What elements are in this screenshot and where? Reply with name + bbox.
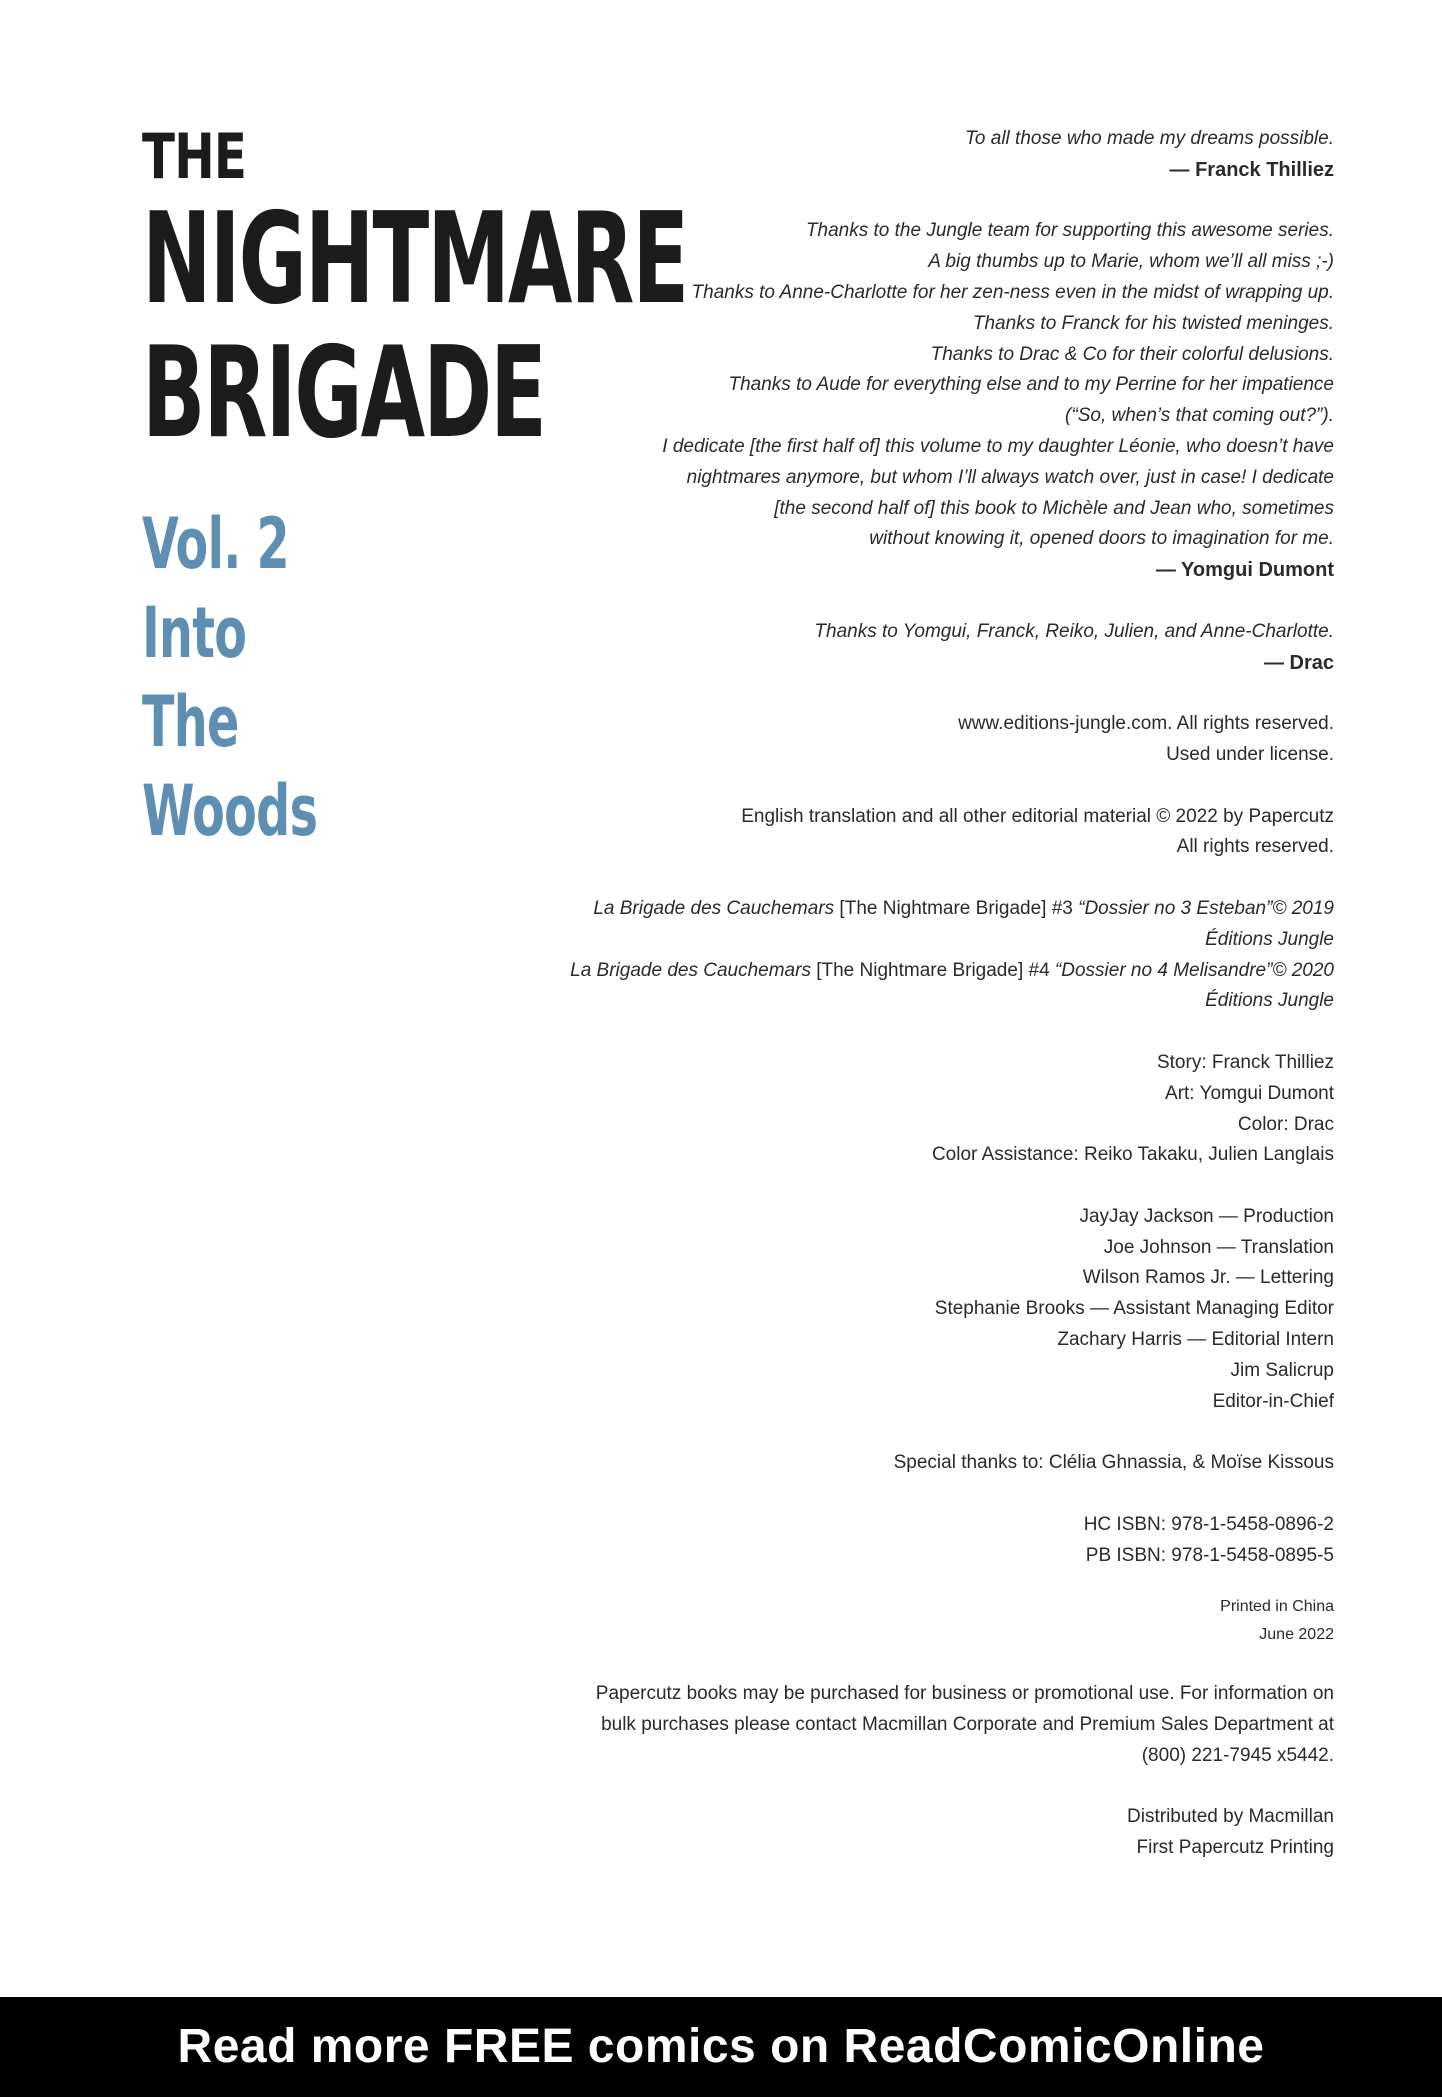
edition-title: La Brigade des Cauchemars (570, 959, 811, 981)
dedication-yomgui-line: (“So, when’s that coming out?”). (1065, 405, 1334, 427)
credits-column (474, 124, 1334, 1864)
isbn-pb: PB ISBN: 978-1-5458-0895-5 (1085, 1544, 1334, 1566)
edition-publisher: Éditions Jungle (1205, 928, 1334, 950)
rights-line: English translation and all other editorial material © 2022 by Papercutz (741, 805, 1334, 827)
signature-franck: — Franck Thilliez (1169, 158, 1334, 181)
dedication-yomgui-line: Thanks to Aude for everything else and to my Perrine for her impatience (728, 374, 1334, 396)
edition-translation: [The Nightmare Brigade] #3 (834, 897, 1079, 919)
print-date: June 2022 (1259, 1625, 1334, 1643)
volume-title (142, 500, 400, 856)
original-edition-3 (474, 894, 1334, 925)
dedication-yomgui-line: Thanks to Anne-Charlotte for her zen-ness even in the midst of wrapping up. (691, 281, 1334, 303)
distribution-line: Distributed by Macmillan (1127, 1806, 1334, 1828)
dedication-yomgui-line: A big thumbs up to Marie, whom we’ll all miss ;-) (928, 251, 1334, 273)
volume-word-into: Into (142, 592, 247, 674)
edition-dossier: “Dossier no 3 Esteban”© 2019 (1078, 897, 1334, 919)
edition-dossier: “Dossier no 4 Melisandre”© 2020 (1054, 959, 1334, 981)
rights-line: www.editions-jungle.com. All rights reserved. (958, 713, 1334, 735)
staff-credit: Joe Johnson — Translation (1103, 1236, 1334, 1258)
staff-credit: JayJay Jackson — Production (1079, 1205, 1334, 1227)
creator-credit: Story: Franck Thilliez (1156, 1051, 1334, 1073)
printed-in: Printed in China (1220, 1598, 1334, 1616)
staff-credit: Zachary Harris — Editorial Intern (1057, 1329, 1334, 1351)
sales-info-line: (800) 221-7945 x5442. (1141, 1744, 1334, 1766)
rights-line: Used under license. (1166, 743, 1334, 765)
dedication-yomgui-line: Thanks to the Jungle team for supporting this awesome series. (805, 220, 1334, 242)
dedication-yomgui-line: Thanks to Drac & Co for their colorful delusions. (930, 343, 1334, 365)
signature-drac: — Drac (1263, 651, 1334, 674)
volume-word-woods: Woods (142, 770, 318, 852)
creator-credit: Art: Yomgui Dumont (1165, 1082, 1334, 1104)
creator-credit: Color: Drac (1237, 1113, 1334, 1135)
footer-banner[interactable] (0, 1997, 1442, 2097)
isbn-hc: HC ISBN: 978-1-5458-0896-2 (1083, 1513, 1334, 1535)
edition-title: La Brigade des Cauchemars (593, 897, 835, 919)
sales-info-line: bulk purchases please contact Macmillan Corporate and Premium Sales Department at (601, 1714, 1334, 1736)
dedication-yomgui-line: Thanks to Franck for his twisted meninges. (972, 312, 1334, 334)
footer-banner-text[interactable]: Read more FREE comics on ReadComicOnline (177, 2020, 1265, 2073)
sales-info-line: Papercutz books may be purchased for business or promotional use. For information on (595, 1683, 1334, 1705)
title-line-nightmare: NIGHTMARE (142, 185, 688, 332)
volume-number: Vol. 2 (142, 503, 289, 585)
title-line-the: THE (142, 120, 247, 193)
original-edition-4 (474, 956, 1334, 987)
signature-yomgui: — Yomgui Dumont (1155, 559, 1334, 582)
volume-word-the: The (142, 681, 239, 763)
staff-credit: Wilson Ramos Jr. — Lettering (1082, 1267, 1334, 1289)
staff-credit: Editor-in-Chief (1212, 1390, 1334, 1412)
creator-credit: Color Assistance: Reiko Takaku, Julien Langlais (931, 1144, 1334, 1166)
dedication-yomgui-line: without knowing it, opened doors to imagination for me. (869, 528, 1334, 550)
staff-credit: Stephanie Brooks — Assistant Managing Editor (934, 1298, 1334, 1320)
edition-publisher: Éditions Jungle (1205, 990, 1334, 1012)
special-thanks: Special thanks to: Clélia Ghnassia, & Moïse Kissous (893, 1452, 1334, 1474)
edition-translation: [The Nightmare Brigade] #4 (810, 959, 1055, 981)
dedication-yomgui-line: [the second half of] this book to Michèle and Jean who, sometimes (774, 497, 1334, 519)
distribution-line: First Papercutz Printing (1136, 1837, 1334, 1859)
dedication-yomgui-line: nightmares anymore, but whom I’ll always watch over, just in case! I dedicate (686, 466, 1334, 488)
dedication-drac: Thanks to Yomgui, Franck, Reiko, Julien, and Anne-Charlotte. (814, 620, 1334, 642)
title-line-brigade: BRIGADE (142, 319, 545, 466)
rights-line: All rights reserved. (1176, 836, 1334, 858)
staff-credit: Jim Salicrup (1230, 1359, 1334, 1381)
dedication-franck: To all those who made my dreams possible. (965, 128, 1334, 149)
dedication-yomgui-line: I dedicate [the first half of] this volume to my daughter Léonie, who doesn’t have (662, 435, 1334, 457)
